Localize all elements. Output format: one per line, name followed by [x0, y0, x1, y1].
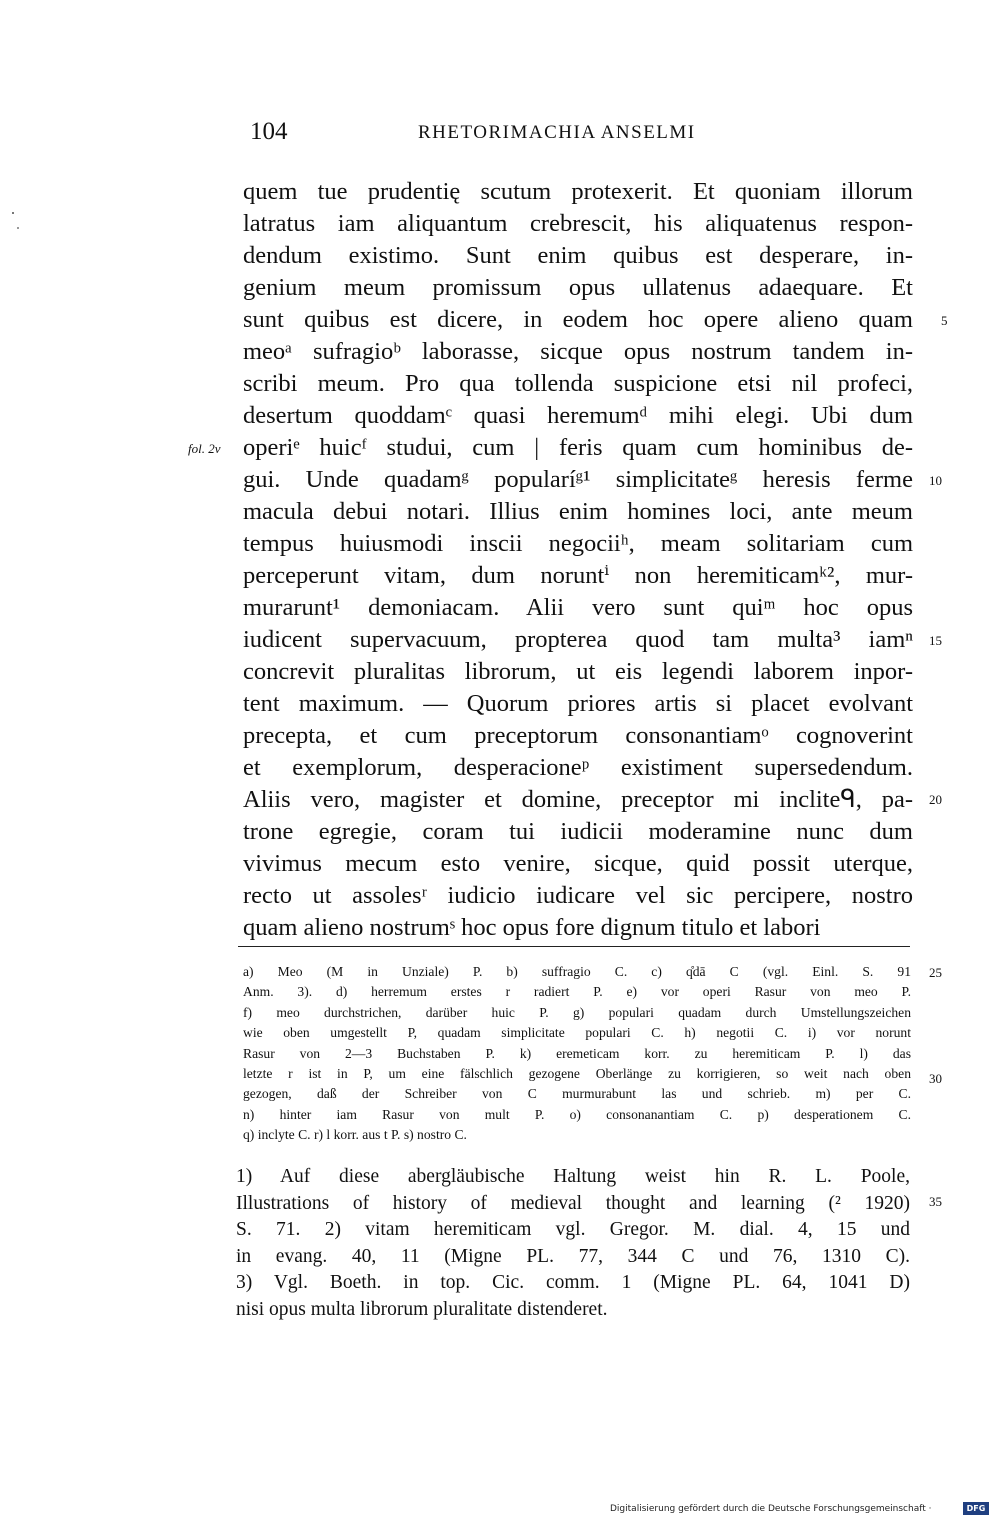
dfg-logo: DFG: [963, 1502, 989, 1515]
text-line: vivimus mecum esto venire, sicque, quid possit uterque,: [243, 850, 913, 877]
line-number: 25: [929, 965, 942, 980]
text-line: tent maximum. — Quorum priores artis si placet evolvant: [243, 690, 913, 717]
note-line: in evang. 40, 11 (Migne PL. 77, 344 C und 76, 1310 C).: [236, 1245, 910, 1267]
text-line: gui. Unde quadamᵍ popularíᵍ¹ simplicitateᵍ heresis ferme: [243, 466, 913, 493]
note-line: S. 71. 2) vitam heremiticam vgl. Gregor. M. dial. 4, 15 und: [236, 1219, 910, 1240]
running-title: RHETORIMACHIA ANSELMI: [418, 122, 696, 143]
apparatus-line: q) inclyte C. r) l korr. aus t P. s) nostro C.: [243, 1127, 467, 1143]
text-line: Aliis vero, magister et domine, preceptor mi incliteᑫ, pa-: [243, 786, 913, 813]
line-number: 35: [929, 1194, 942, 1209]
text-line: latratus iam aliquantum crebrescit, his aliquatenus respon-: [243, 210, 913, 237]
text-line: desertum quoddamᶜ quasi heremumᵈ mihi elegi. Ubi dum: [243, 402, 913, 429]
scan-speck: [12, 212, 14, 214]
text-line: et exemplorum, desperacioneᵖ existiment supersedendum.: [243, 754, 913, 781]
text-line: iudicent supervacuum, propterea quod tam multa³ iamⁿ: [243, 626, 913, 653]
text-line: precepta, et cum preceptorum consonantiamᵒ cognoverint: [243, 722, 913, 749]
apparatus-line: gezogen, daß der Schreiber von C murmurabunt las und schrieb. m) per C.: [243, 1086, 911, 1102]
note-line: 1) Auf diese abergläubische Haltung weist hin R. L. Poole,: [236, 1166, 910, 1187]
text-line: quam alieno nostrumˢ hoc opus fore dignum titulo et labori: [243, 914, 821, 941]
page-number: 104: [250, 118, 288, 145]
apparatus-line: Anm. 3). d) herremum erstes r radiert P. e) vor operi Rasur von meo P.: [243, 984, 911, 1000]
footnote-divider: [238, 946, 910, 947]
note-line: 3) Vgl. Boeth. in top. Cic. comm. 1 (Migne PL. 64, 1041 D): [236, 1272, 910, 1293]
main-text-block: [243, 176, 913, 944]
apparatus-line: n) hinter iam Rasur von mult P. o) consonanantiam C. p) desperationem C.: [243, 1106, 911, 1122]
line-number: 10: [929, 473, 942, 488]
apparatus-line: a) Meo (M in Unziale) P. b) suffragio C. c) q̊dā C (vgl. Einl. S. 91: [243, 964, 911, 979]
source-notes: [236, 1164, 910, 1323]
text-line: sunt quibus est dicere, in eodem hoc opere alieno quam: [243, 306, 913, 333]
page-header: [246, 118, 910, 152]
line-number: 30: [929, 1071, 942, 1086]
text-line: genium meum promissum opus ullatenus adaequare. Et: [243, 274, 913, 301]
apparatus-line: Rasur von 2—3 Buchstaben P. k) eremeticam korr. zu heremiticam P. l) das: [243, 1045, 911, 1061]
text-line: tempus huiusmodi inscii negociiʰ, meam solitariam cum: [243, 530, 913, 557]
text-line: murarunt¹ demoniacam. Alii vero sunt quiᵐ hoc opus: [243, 594, 913, 621]
scan-speck: [17, 227, 19, 229]
apparatus-line: letzte r ist in P, um eine fälschlich gezogene Oberlänge zu korrigieren, so weit nach oben: [243, 1065, 911, 1081]
apparatus-line: f) meo durchstrichen, darüber huic P. g) populari quadam durch Umstellungszeichen: [243, 1004, 911, 1020]
critical-apparatus: [243, 962, 911, 1146]
text-line: dendum existimo. Sunt enim quibus est desperare, in-: [243, 242, 913, 269]
text-line: meoᵃ sufragioᵇ laborasse, sicque opus nostrum tandem in-: [243, 338, 913, 365]
text-line: macula debui notari. Illius enim homines loci, ante meum: [243, 498, 913, 525]
line-number: 20: [929, 792, 942, 807]
line-number: 15: [929, 633, 942, 648]
line-number: 5: [941, 313, 948, 328]
note-line: nisi opus multa librorum pluralitate distenderet.: [236, 1298, 608, 1320]
text-line: concrevit pluralitas librorum, ut eis legendi laborem inpor-: [243, 658, 913, 685]
text-line: recto ut assolesʳ iudicio iudicare vel sic percipere, nostro: [243, 882, 913, 909]
text-line: scribi meum. Pro qua tollenda suspicione etsi nil profeci,: [243, 370, 913, 397]
text-line: quem tue prudentię scutum protexerit. Et quoniam illorum: [243, 178, 913, 205]
text-line: perceperunt vitam, dum noruntⁱ non heremiticamᵏ², mur-: [243, 562, 913, 589]
apparatus-line: wie oben umgestellt P, quadam simplicitate populari C. h) negotii C. i) vor norunt: [243, 1025, 911, 1041]
text-line: trone egregie, coram tui iudicii moderamine nunc dum: [243, 818, 913, 845]
folio-margin-note: fol. 2v: [188, 441, 221, 456]
note-line: Illustrations of history of medieval thought and learning (² 1920): [236, 1192, 910, 1214]
digitization-credit: Digitalisierung gefördert durch die Deutsche Forschungsgemeinschaft ·: [610, 1504, 932, 1514]
text-line: operiᵉ huicᶠ studui, cum | feris quam cum hominibus de-: [243, 434, 913, 461]
